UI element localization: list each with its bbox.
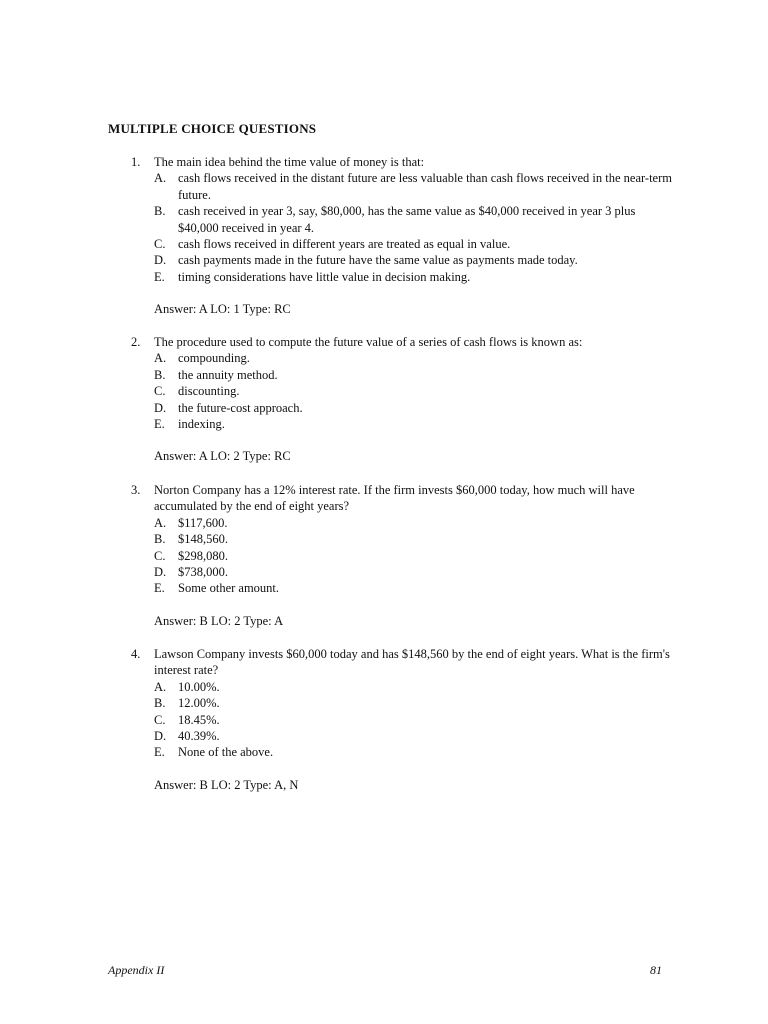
choice-letter: E. xyxy=(154,269,165,284)
question-text: The main idea behind the time value of money is that: xyxy=(154,155,425,169)
choice-letter: B. xyxy=(154,696,166,711)
answer-line: Answer: A LO: 2 Type: RC xyxy=(154,449,291,464)
choice-text: $298,080. xyxy=(178,548,228,563)
question-number: 1. xyxy=(131,155,141,169)
choice-letter: D. xyxy=(154,565,167,580)
choice-letter: D. xyxy=(154,400,167,415)
choice-list xyxy=(0,679,768,761)
choice-item xyxy=(0,350,672,366)
choice-letter: D. xyxy=(154,253,167,268)
choice-text: $148,560. xyxy=(178,532,228,547)
question-text: Norton Company has a 12% interest rate. If the firm invests $60,000 today, how much will have accumulated by the end of eight years? xyxy=(154,483,635,514)
question-number: 4. xyxy=(131,647,141,661)
answer-line: Answer: B LO: 2 Type: A xyxy=(154,613,284,628)
question-4 xyxy=(0,646,768,793)
choice-letter: D. xyxy=(154,729,167,744)
question-stem xyxy=(0,334,674,350)
question-stem xyxy=(0,154,674,170)
choice-item xyxy=(0,236,672,252)
choice-letter: B. xyxy=(154,532,166,547)
answer-line: Answer: B LO: 2 Type: A, N xyxy=(154,777,299,792)
page-heading: MULTIPLE CHOICE QUESTIONS xyxy=(108,121,317,136)
choice-item xyxy=(0,203,672,236)
choice-letter: E. xyxy=(154,581,165,596)
choice-letter: A. xyxy=(154,351,167,366)
choice-letter: C. xyxy=(154,384,166,399)
choice-item xyxy=(0,580,672,596)
choice-letter: C. xyxy=(154,712,166,727)
choice-item xyxy=(0,400,672,416)
choice-item xyxy=(0,252,672,268)
choice-item xyxy=(0,728,672,744)
choice-text: the annuity method. xyxy=(178,367,278,382)
choice-letter: B. xyxy=(154,204,166,219)
question-number: 3. xyxy=(131,483,141,497)
choice-text: discounting. xyxy=(178,384,240,399)
choice-item xyxy=(0,564,672,580)
question-1 xyxy=(0,154,768,318)
choice-letter: C. xyxy=(154,237,166,252)
choice-list xyxy=(0,170,768,285)
choice-letter: B. xyxy=(154,367,166,382)
choice-letter: A. xyxy=(154,171,167,186)
choice-item xyxy=(0,383,672,399)
choice-letter: A. xyxy=(154,679,167,694)
choice-item xyxy=(0,744,672,760)
choice-item xyxy=(0,416,672,432)
choice-item xyxy=(0,515,672,531)
choice-text: timing considerations have little value in decision making. xyxy=(178,269,471,284)
choice-letter: E. xyxy=(154,417,165,432)
footer-page-number: 81 xyxy=(650,963,662,977)
footer-section-label: Appendix II xyxy=(108,963,165,977)
choice-text: indexing. xyxy=(178,417,225,432)
choice-text: cash received in year 3, say, $80,000, has the same value as $40,000 received in year 3 plus $40,000 received in year 4. xyxy=(178,204,636,235)
choice-text: cash flows received in the distant future are less valuable than cash flows received in the near-term future. xyxy=(178,171,672,202)
choice-text: None of the above. xyxy=(178,745,274,760)
question-stem xyxy=(0,646,674,679)
question-3 xyxy=(0,482,768,629)
question-text: The procedure used to compute the future value of a series of cash flows is known as: xyxy=(154,335,583,349)
choice-item xyxy=(0,712,672,728)
choice-item xyxy=(0,548,672,564)
answer-line: Answer: A LO: 1 Type: RC xyxy=(154,302,291,317)
choice-text: the future-cost approach. xyxy=(178,400,303,415)
choice-list xyxy=(0,350,768,432)
choice-text: Some other amount. xyxy=(178,581,280,596)
choice-letter: A. xyxy=(154,515,167,530)
choice-item xyxy=(0,679,672,695)
choice-text: 40.39%. xyxy=(178,729,220,744)
choice-text: $117,600. xyxy=(178,515,228,530)
choice-list xyxy=(0,515,768,597)
choice-item xyxy=(0,531,672,547)
choice-letter: C. xyxy=(154,548,166,563)
choice-letter: E. xyxy=(154,745,165,760)
choice-text: $738,000. xyxy=(178,565,228,580)
question-number: 2. xyxy=(131,335,141,349)
choice-text: 18.45%. xyxy=(178,712,220,727)
question-2 xyxy=(0,334,768,465)
choice-text: 10.00%. xyxy=(178,679,220,694)
choice-text: cash payments made in the future have the same value as payments made today. xyxy=(178,253,578,268)
choice-text: cash flows received in different years are treated as equal in value. xyxy=(178,237,511,252)
choice-item xyxy=(0,695,672,711)
question-stem xyxy=(0,482,674,515)
choice-item xyxy=(0,367,672,383)
choice-item xyxy=(0,269,672,285)
choice-text: 12.00%. xyxy=(178,696,220,711)
question-text: Lawson Company invests $60,000 today and has $148,560 by the end of eight years. What is the firm's interest rate? xyxy=(154,647,670,678)
choice-text: compounding. xyxy=(178,351,250,366)
choice-item xyxy=(0,170,672,203)
